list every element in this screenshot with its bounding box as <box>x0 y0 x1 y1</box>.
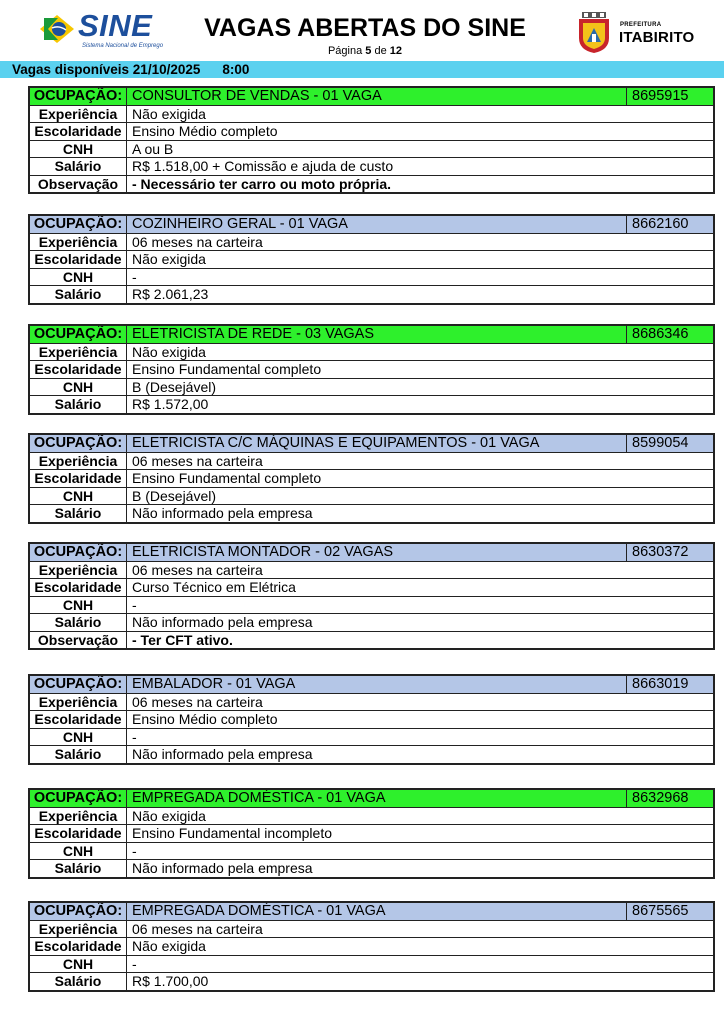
occupation-title: COZINHEIRO GERAL - 01 VAGA <box>127 215 627 233</box>
license-row <box>29 728 714 746</box>
license-row <box>29 842 714 860</box>
license-row <box>29 955 714 973</box>
education-row <box>29 251 714 269</box>
occupation-label: OCUPAÇÃO: <box>29 325 127 343</box>
salary-label: Salário <box>29 614 127 632</box>
experience-label: Experiência <box>29 693 127 711</box>
experience-row <box>29 233 714 251</box>
education-row <box>29 579 714 597</box>
salary-label: Salário <box>29 746 127 764</box>
license-value: A ou B <box>127 140 715 158</box>
salary-row <box>29 158 714 176</box>
observation-label: Observação <box>29 631 127 649</box>
salary-label: Salário <box>29 505 127 523</box>
license-value: - <box>127 728 715 746</box>
occupation-row <box>29 902 714 920</box>
page-current: 5 <box>365 45 372 57</box>
salary-label: Salário <box>29 286 127 304</box>
education-value: Curso Técnico em Elétrica <box>127 579 715 597</box>
experience-value: 06 meses na carteira <box>127 920 715 938</box>
job-code: 8630372 <box>627 543 715 561</box>
salary-value: Não informado pela empresa <box>127 860 715 878</box>
pagination <box>300 45 430 57</box>
education-label: Escolaridade <box>29 251 127 269</box>
license-label: CNH <box>29 842 127 860</box>
license-row <box>29 140 714 158</box>
experience-row <box>29 561 714 579</box>
observation-row <box>29 175 714 193</box>
education-label: Escolaridade <box>29 711 127 729</box>
experience-label: Experiência <box>29 920 127 938</box>
occupation-label: OCUPAÇÃO: <box>29 87 127 105</box>
sine-logo-subtitle: Sistema Nacional de Emprego <box>82 43 164 49</box>
license-row <box>29 268 714 286</box>
job-listing <box>28 433 715 524</box>
experience-label: Experiência <box>29 807 127 825</box>
job-listing <box>28 542 715 650</box>
education-row <box>29 470 714 488</box>
salary-label: Salário <box>29 396 127 414</box>
occupation-row <box>29 543 714 561</box>
salary-value: Não informado pela empresa <box>127 614 715 632</box>
experience-value: 06 meses na carteira <box>127 233 715 251</box>
education-label: Escolaridade <box>29 470 127 488</box>
education-value: Ensino Fundamental incompleto <box>127 825 715 843</box>
license-label: CNH <box>29 268 127 286</box>
prefeitura-city: ITABIRITO <box>619 29 695 46</box>
license-row <box>29 487 714 505</box>
occupation-title: EMPREGADA DOMÉSTICA - 01 VAGA <box>127 902 627 920</box>
occupation-row <box>29 675 714 693</box>
occupation-title: EMPREGADA DOMÉSTICA - 01 VAGA <box>127 789 627 807</box>
education-value: Ensino Médio completo <box>127 711 715 729</box>
job-listing <box>28 86 715 194</box>
experience-value: 06 meses na carteira <box>127 693 715 711</box>
prefeitura-label: PREFEITURA <box>620 22 662 28</box>
experience-label: Experiência <box>29 105 127 123</box>
experience-label: Experiência <box>29 343 127 361</box>
education-value: Ensino Médio completo <box>127 123 715 141</box>
education-value: Não exigida <box>127 251 715 269</box>
license-label: CNH <box>29 728 127 746</box>
license-value: - <box>127 596 715 614</box>
salary-value: Não informado pela empresa <box>127 505 715 523</box>
job-listing <box>28 674 715 765</box>
job-code: 8695915 <box>627 87 715 105</box>
salary-value: R$ 1.572,00 <box>127 396 715 414</box>
license-value: - <box>127 955 715 973</box>
education-row <box>29 711 714 729</box>
date-label: Vagas disponíveis 21/10/2025 <box>12 62 201 77</box>
city-crest-icon <box>576 12 612 54</box>
experience-label: Experiência <box>29 561 127 579</box>
occupation-title: ELETRICISTA MONTADOR - 02 VAGAS <box>127 543 627 561</box>
occupation-label: OCUPAÇÃO: <box>29 543 127 561</box>
occupation-title: ELETRICISTA DE REDE - 03 VAGAS <box>127 325 627 343</box>
occupation-title: CONSULTOR DE VENDAS - 01 VAGA <box>127 87 627 105</box>
salary-row <box>29 973 714 991</box>
page-of: de <box>374 45 387 57</box>
date-time: 8:00 <box>222 62 250 77</box>
salary-row <box>29 505 714 523</box>
salary-row <box>29 860 714 878</box>
license-row <box>29 596 714 614</box>
license-value: - <box>127 842 715 860</box>
license-label: CNH <box>29 140 127 158</box>
salary-value: Não informado pela empresa <box>127 746 715 764</box>
job-code: 8599054 <box>627 434 715 452</box>
observation-value: - Ter CFT ativo. <box>127 631 715 649</box>
salary-label: Salário <box>29 158 127 176</box>
education-row <box>29 825 714 843</box>
education-label: Escolaridade <box>29 825 127 843</box>
license-value: B (Desejável) <box>127 487 715 505</box>
job-listing <box>28 788 715 879</box>
salary-row <box>29 396 714 414</box>
occupation-title: EMBALADOR - 01 VAGA <box>127 675 627 693</box>
job-code: 8632968 <box>627 789 715 807</box>
occupation-row <box>29 325 714 343</box>
experience-value: 06 meses na carteira <box>127 561 715 579</box>
occupation-row <box>29 434 714 452</box>
salary-value: R$ 1.518,00 + Comissão e ajuda de custo <box>127 158 715 176</box>
experience-value: Não exigida <box>127 105 715 123</box>
observation-row <box>29 631 714 649</box>
salary-label: Salário <box>29 973 127 991</box>
education-label: Escolaridade <box>29 938 127 956</box>
experience-row <box>29 920 714 938</box>
occupation-row <box>29 215 714 233</box>
education-row <box>29 361 714 379</box>
occupation-row <box>29 789 714 807</box>
occupation-row <box>29 87 714 105</box>
occupation-label: OCUPAÇÃO: <box>29 434 127 452</box>
page-word: Página <box>327 45 363 57</box>
education-row <box>29 938 714 956</box>
license-label: CNH <box>29 596 127 614</box>
salary-row <box>29 746 714 764</box>
brazil-flag-icon <box>38 12 76 46</box>
observation-label: Observação <box>29 175 127 193</box>
salary-label: Salário <box>29 860 127 878</box>
observation-value: - Necessário ter carro ou moto própria. <box>127 175 715 193</box>
salary-row <box>29 614 714 632</box>
sine-logo <box>38 10 162 54</box>
job-code: 8675565 <box>627 902 715 920</box>
experience-row <box>29 343 714 361</box>
experience-row <box>29 105 714 123</box>
occupation-label: OCUPAÇÃO: <box>29 789 127 807</box>
license-label: CNH <box>29 955 127 973</box>
experience-row <box>29 693 714 711</box>
job-code: 8686346 <box>627 325 715 343</box>
education-value: Não exigida <box>127 938 715 956</box>
education-value: Ensino Fundamental completo <box>127 361 715 379</box>
page-header <box>0 0 724 60</box>
salary-value: R$ 2.061,23 <box>127 286 715 304</box>
license-value: - <box>127 268 715 286</box>
page-total: 12 <box>389 45 403 57</box>
experience-value: Não exigida <box>127 807 715 825</box>
education-value: Ensino Fundamental completo <box>127 470 715 488</box>
salary-row <box>29 286 714 304</box>
license-row <box>29 378 714 396</box>
experience-label: Experiência <box>29 452 127 470</box>
occupation-label: OCUPAÇÃO: <box>29 902 127 920</box>
job-listing <box>28 324 715 415</box>
license-label: CNH <box>29 487 127 505</box>
job-code: 8662160 <box>627 215 715 233</box>
salary-value: R$ 1.700,00 <box>127 973 715 991</box>
license-label: CNH <box>29 378 127 396</box>
occupation-label: OCUPAÇÃO: <box>29 215 127 233</box>
experience-value: Não exigida <box>127 343 715 361</box>
job-listing <box>28 901 715 992</box>
experience-label: Experiência <box>29 233 127 251</box>
job-listing <box>28 214 715 305</box>
education-label: Escolaridade <box>29 123 127 141</box>
date-bar <box>0 61 724 78</box>
education-row <box>29 123 714 141</box>
education-label: Escolaridade <box>29 579 127 597</box>
experience-row <box>29 807 714 825</box>
occupation-label: OCUPAÇÃO: <box>29 675 127 693</box>
license-value: B (Desejável) <box>127 378 715 396</box>
job-code: 8663019 <box>627 675 715 693</box>
experience-value: 06 meses na carteira <box>127 452 715 470</box>
education-label: Escolaridade <box>29 361 127 379</box>
sine-logo-text: SINE <box>78 8 153 43</box>
occupation-title: ELETRICISTA C/C MÁQUINAS E EQUIPAMENTOS - 01 VAGA <box>127 434 627 452</box>
page-title: VAGAS ABERTAS DO SINE <box>204 14 526 42</box>
prefeitura-logo <box>576 12 695 54</box>
experience-row <box>29 452 714 470</box>
